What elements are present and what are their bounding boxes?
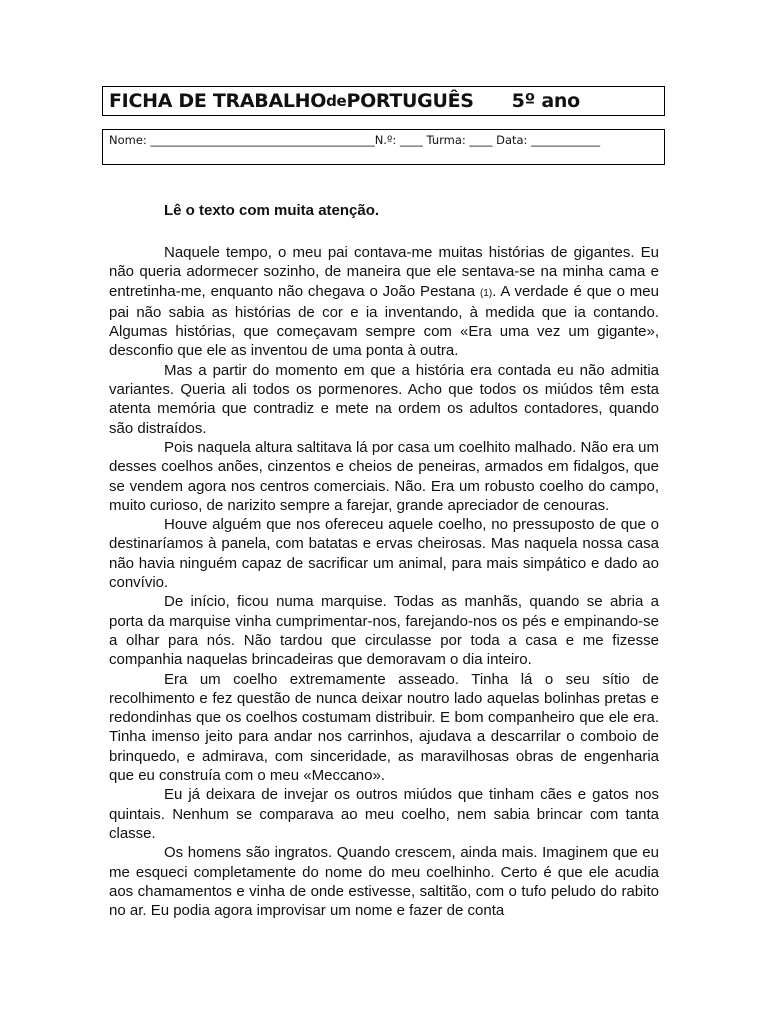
paragraph-1-start: Naquele tempo, o meu pai contava-me muitas histórias de gigantes. Eu não queria adormecer sozinho, de maneira que ele sentava-se na minha cama e entretinha-me, enquanto não chegava o João Pestana — [109, 244, 659, 300]
paragraph-7: Eu já deixara de invejar os outros miúdos que tinham cães e gatos nos quintais. Nenhum se comparava ao meu coelho, nem sabia brincar com tanta classe. — [109, 786, 659, 842]
footnote-marker: (1) — [479, 287, 493, 299]
student-info-box — [102, 129, 665, 165]
paragraph-4: Houve alguém que nos ofereceu aquele coelho, no pressuposto de que o destinaríamos à panela, com batatas e ervas cheirosas. Mas naquela nossa casa não havia ninguém capaz de sacrificar um animal, para mais simpático e dado ao convívio. — [109, 516, 659, 592]
paragraph-8: Os homens são ingratos. Quando crescem, ainda mais. Imaginem que eu me esqueci completamente do nome do meu coelhinho. Certo é que ele acudia aos chamamentos e vinha de onde estivesse, saltitão, com o tufo peludo do rabito no ar. Eu podia agora improvisar um nome e fazer de conta — [109, 844, 659, 920]
student-info-line: Nome: _______________________________________N.º: ____ Turma: ____ Data: ____________ — [109, 133, 601, 147]
paragraph-5: De início, ficou numa marquise. Todas as manhãs, quando se abria a porta da marquise vinha cumprimentar-nos, farejando-nos os pés e empinando-se a olhar para nós. Não tardou que circulasse por toda a casa e me fizesse companhia naquelas brincadeiras que demoravam o dia inteiro. — [109, 593, 659, 669]
paragraph-1-end: . A verdade é que o meu pai não sabia as histórias de cor e ia inventando, à medida que ia contando. Algumas histórias, que começavam sempre com «Era uma vez um gigante», desconfio que ele as inventou de uma ponta à outra. — [109, 282, 659, 360]
paragraph-2: Mas a partir do momento em que a história era contada eu não admitia variantes. Queria ali todos os pormenores. Acho que todos os miúdos têm esta atenta memória que contradiz e mete na ordem os adultos contadores, quando são distraídos. — [109, 361, 659, 437]
reading-text — [109, 243, 659, 920]
grade-label: 5º ano — [511, 90, 580, 112]
title-part2: PORTUGUÊS — [346, 90, 474, 112]
paragraph-6: Era um coelho extremamente asseado. Tinha lá o seu sítio de recolhimento e fez questão de nunca deixar noutro lado aquelas bolinhas pretas e redondinhas que os coelhos costumam distribuir. E bom companheiro que ele era. Tinha imenso jeito para andar nos carrinhos, ajudava a descarrilar o comboio de brinquedo, e admirava, com sinceridade, as maravilhosas obras de engenharia que eu construía com o meu «Meccano». — [109, 670, 659, 785]
worksheet-title-box — [102, 86, 665, 116]
instruction: Lê o texto com muita atenção. — [164, 202, 380, 219]
paragraph-3: Pois naquela altura saltitava lá por casa um coelhito malhado. Não era um desses coelhos anões, cinzentos e cheios de peneiras, armados em fidalgos, que se vendem agora nos centros comerciais. Não. Era um robusto coelho do campo, muito curioso, de narizito sempre a farejar, grande apreciador de cenouras. — [109, 438, 659, 514]
title-part1: FICHA DE TRABALHO — [109, 90, 327, 112]
title-de: de — [326, 92, 347, 110]
paragraph-1 — [109, 243, 659, 361]
